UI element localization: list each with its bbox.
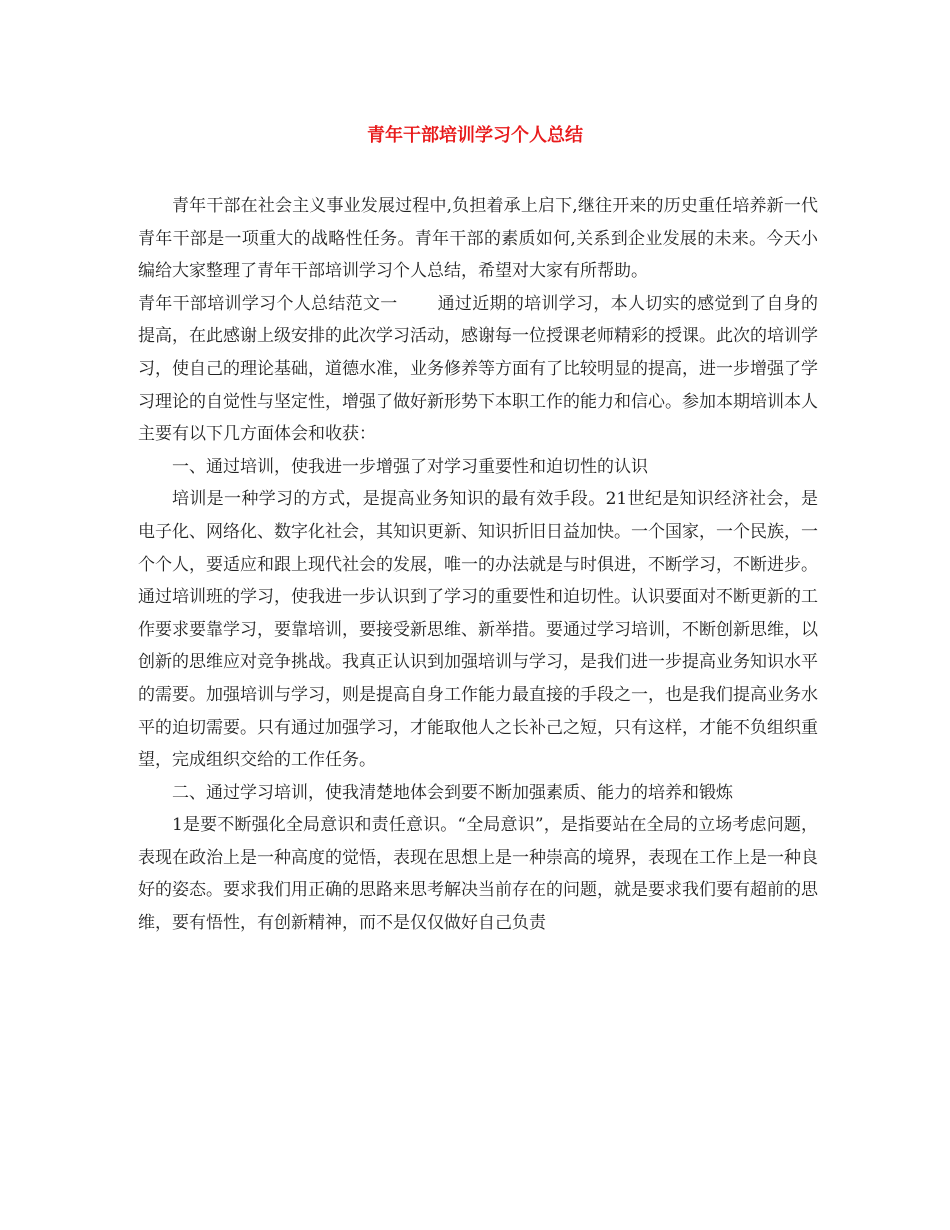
section-paragraph-1: 培训是一种学习的方式，是提高业务知识的最有效手段。21世纪是知识经济社会，是电子化、网络化、数字化社会，其知识更新、知识折旧日益加快。一个国家，一个民族，一个个人，要适应和跟上现代社会的发展，唯一的办法就是与时俱进，不断学习，不断进步。通过培训班的学习，使我进一步认识到了学习的重要性和迫切性。认识要面对不断更新的工作要求要靠学习，要靠培训，要接受新思维、新举措。要通过学习培训，不断创新思维，以创新的思维应对竞争挑战。我真正认识到加强培训与学习，是我们进一步提高业务知识水平的需要。加强培训与学习，则是提高自身工作能力最直接的手段之一，也是我们提高业务水平的迫切需要。只有通过加强学习，才能取他人之长补己之短，只有这样，才能不负组织重望，完成组织交给的工作任务。: [138, 489, 818, 771]
section-paragraph-2: 1是要不断强化全局意识和责任意识。“全局意识”，是指要站在全局的立场考虑问题，表现在政治上是一种高度的觉悟，表现在思想上是一种崇高的境界，表现在工作上是一种良好的姿态。要求我们用正确的思路来思考解决当前存在的问题，就是要求我们要有超前的思维，要有悟性，有创新精神，而不是仅仅做好自己负责: [138, 815, 818, 934]
sample-text: 通过近期的培训学习，本人切实的感觉到了自身的提高，在此感谢上级安排的此次学习活动，感谢每一位授课老师精彩的授课。此次的培训学习，使自己的理论基础，道德水准，业务修养等方面有了比较明显的提高，进一步增强了学习理论的自觉性与坚定性，增强了做好新形势下本职工作的能力和信心。参加本期培训本人主要有以下几方面体会和收获：: [138, 293, 819, 445]
document-body: [138, 190, 818, 940]
sample-title: 青年干部培训学习个人总结范文一: [138, 293, 398, 314]
section-heading-1: 一、通过培训，使我进一步增强了对学习重要性和迫切性的认识: [172, 456, 648, 477]
sample-paragraph: [138, 288, 818, 451]
section-heading-2: 二、通过学习培训，使我清楚地体会到要不断加强素质、能力的培养和锻炼: [172, 782, 733, 803]
intro-paragraph: 青年干部在社会主义事业发展过程中,负担着承上启下,继往开来的历史重任培养新一代青年干部是一项重大的战略性任务。青年干部的素质如何,关系到企业发展的未来。今天小编给大家整理了青年干部培训学习个人总结，希望对大家有所帮助。: [138, 196, 818, 282]
document-title: 青年干部培训学习个人总结: [367, 125, 583, 146]
